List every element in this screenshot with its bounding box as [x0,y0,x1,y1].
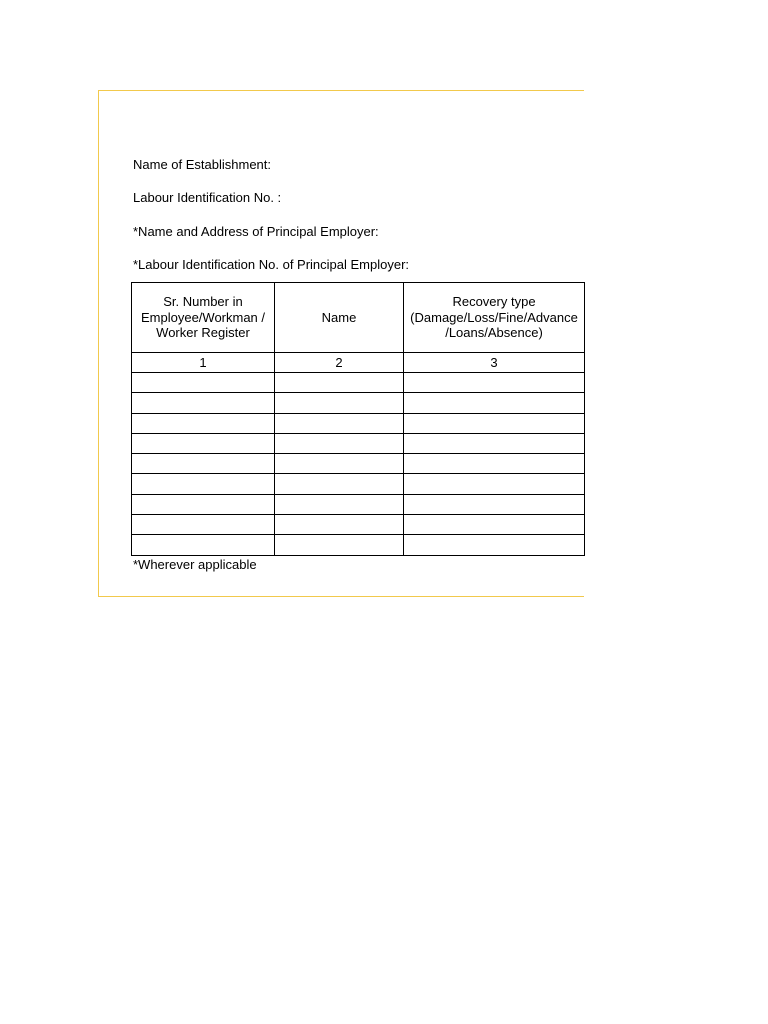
table-cell[interactable] [275,433,404,453]
header-line: /Loans/Absence) [445,325,543,341]
table-row [132,393,585,413]
table-row [132,413,585,433]
table-cell[interactable] [275,373,404,393]
table-cell[interactable] [275,515,404,535]
table-cell[interactable] [275,413,404,433]
table-cell[interactable] [404,454,585,474]
table-cell[interactable] [132,373,275,393]
table-cell[interactable] [404,413,585,433]
table-cell[interactable] [275,535,404,555]
table-cell[interactable] [275,474,404,494]
recovery-register-table [131,282,585,556]
header-line: Sr. Number in [163,294,243,310]
header-line: Worker Register [156,325,250,341]
table-cell[interactable] [132,454,275,474]
table-row [132,454,585,474]
table-cell[interactable] [132,535,275,555]
table-cell[interactable] [404,494,585,514]
column-number: 2 [275,353,404,373]
footnote: *Wherever applicable [133,557,257,572]
table-cell[interactable] [404,515,585,535]
table-row [132,433,585,453]
table-cell[interactable] [275,393,404,413]
table-cell[interactable] [404,433,585,453]
column-number-row [132,353,585,373]
table-cell[interactable] [132,474,275,494]
table-row [132,494,585,514]
table-cell[interactable] [132,393,275,413]
header-recovery-type [404,283,585,353]
blank-rows [132,373,585,556]
table-row [132,535,585,555]
principal-employer-label: *Name and Address of Principal Employer: [133,224,379,239]
principal-employer-lin-label: *Labour Identification No. of Principal Employer: [133,257,410,272]
header-sr-number [132,283,275,353]
table-header-row [132,283,585,353]
header-line: Name [321,309,357,325]
column-number: 3 [404,353,585,373]
column-number: 1 [132,353,275,373]
header-line: Recovery type [452,294,536,310]
table-cell[interactable] [404,535,585,555]
header-line: (Damage/Loss/Fine/Advance [410,309,578,325]
establishment-name-label: Name of Establishment: [133,157,272,172]
table-cell[interactable] [132,494,275,514]
table-cell[interactable] [132,433,275,453]
table-cell[interactable] [404,474,585,494]
table-cell[interactable] [404,373,585,393]
header-line: Employee/Workman / [140,309,266,325]
table-cell[interactable] [275,454,404,474]
labour-identification-label: Labour Identification No. : [133,190,282,205]
table-cell[interactable] [132,515,275,535]
table-cell[interactable] [132,413,275,433]
table-row [132,515,585,535]
table-row [132,474,585,494]
table-cell[interactable] [275,494,404,514]
header-name [275,283,404,353]
table-cell[interactable] [404,393,585,413]
table-row [132,373,585,393]
